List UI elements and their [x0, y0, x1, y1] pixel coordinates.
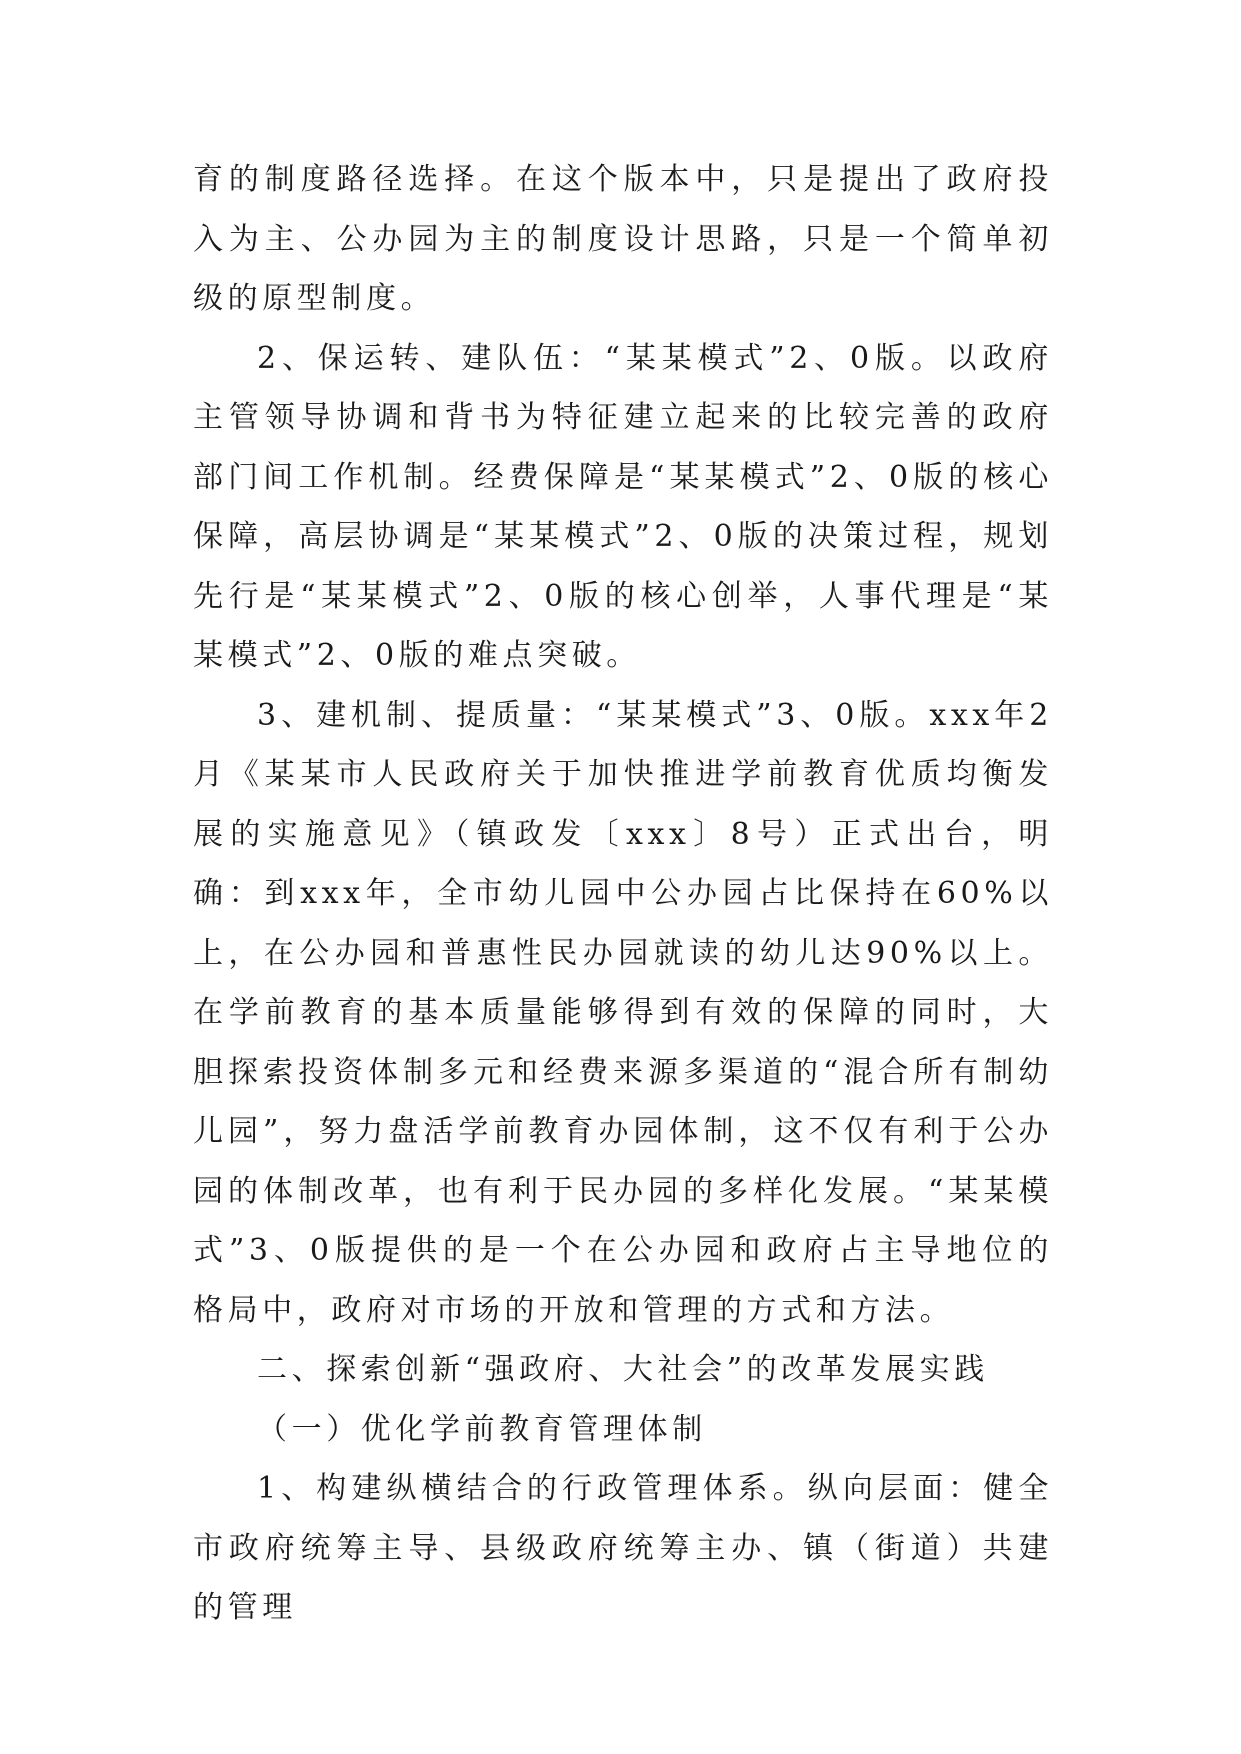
subsection-heading: （一）优化学前教育管理体制: [257, 1411, 707, 1447]
paragraph-continuation: 育的制度路径选择。在这个版本中，只是提出了政府投入为主、公办园为主的制度设计思路，只是一个简单初级的原型制度。: [193, 162, 1053, 316]
paragraph-model-3: 3、建机制、提质量：“某某模式”3、0版。xxx年2月《某某市人民政府关于加快推进学前教育优质均衡发展的实施意见》（镇政发〔xxx〕8号）正式出台，明确：到xxx年，全市幼儿园中公办园占比保持在60%以上，在公办园和普惠性民办园就读的幼儿达90%以上。在学前教育的基本质量能够得到有效的保障的同时，大胆探索投资体制多元和经费来源多渠道的“混合所有制幼儿园”，努力盘活学前教育办园体制，这不仅有利于公办园的体制改革，也有利于民办园的多样化发展。“某某模式”3、0版提供的是一个在公办园和政府占主导地位的格局中，政府对市场的开放和管理的方式和方法。: [193, 697, 1053, 1328]
document-body: [193, 150, 1053, 1638]
paragraph-model-2: 2、保运转、建队伍：“某某模式”2、0版。以政府主管领导协调和背书为特征建立起来的比较完善的政府部门间工作机制。经费保障是“某某模式”2、0版的核心保障，高层协调是“某某模式”2、0版的决策过程，规划先行是“某某模式”2、0版的核心创举，人事代理是“某某模式”2、0版的难点突破。: [193, 340, 1053, 673]
paragraph-admin-system: 1、构建纵横结合的行政管理体系。纵向层面：健全市政府统筹主导、县级政府统筹主办、镇（街道）共建的管理: [193, 1471, 1053, 1625]
section-heading: 二、探索创新“强政府、大社会”的改革发展实践: [257, 1352, 989, 1387]
